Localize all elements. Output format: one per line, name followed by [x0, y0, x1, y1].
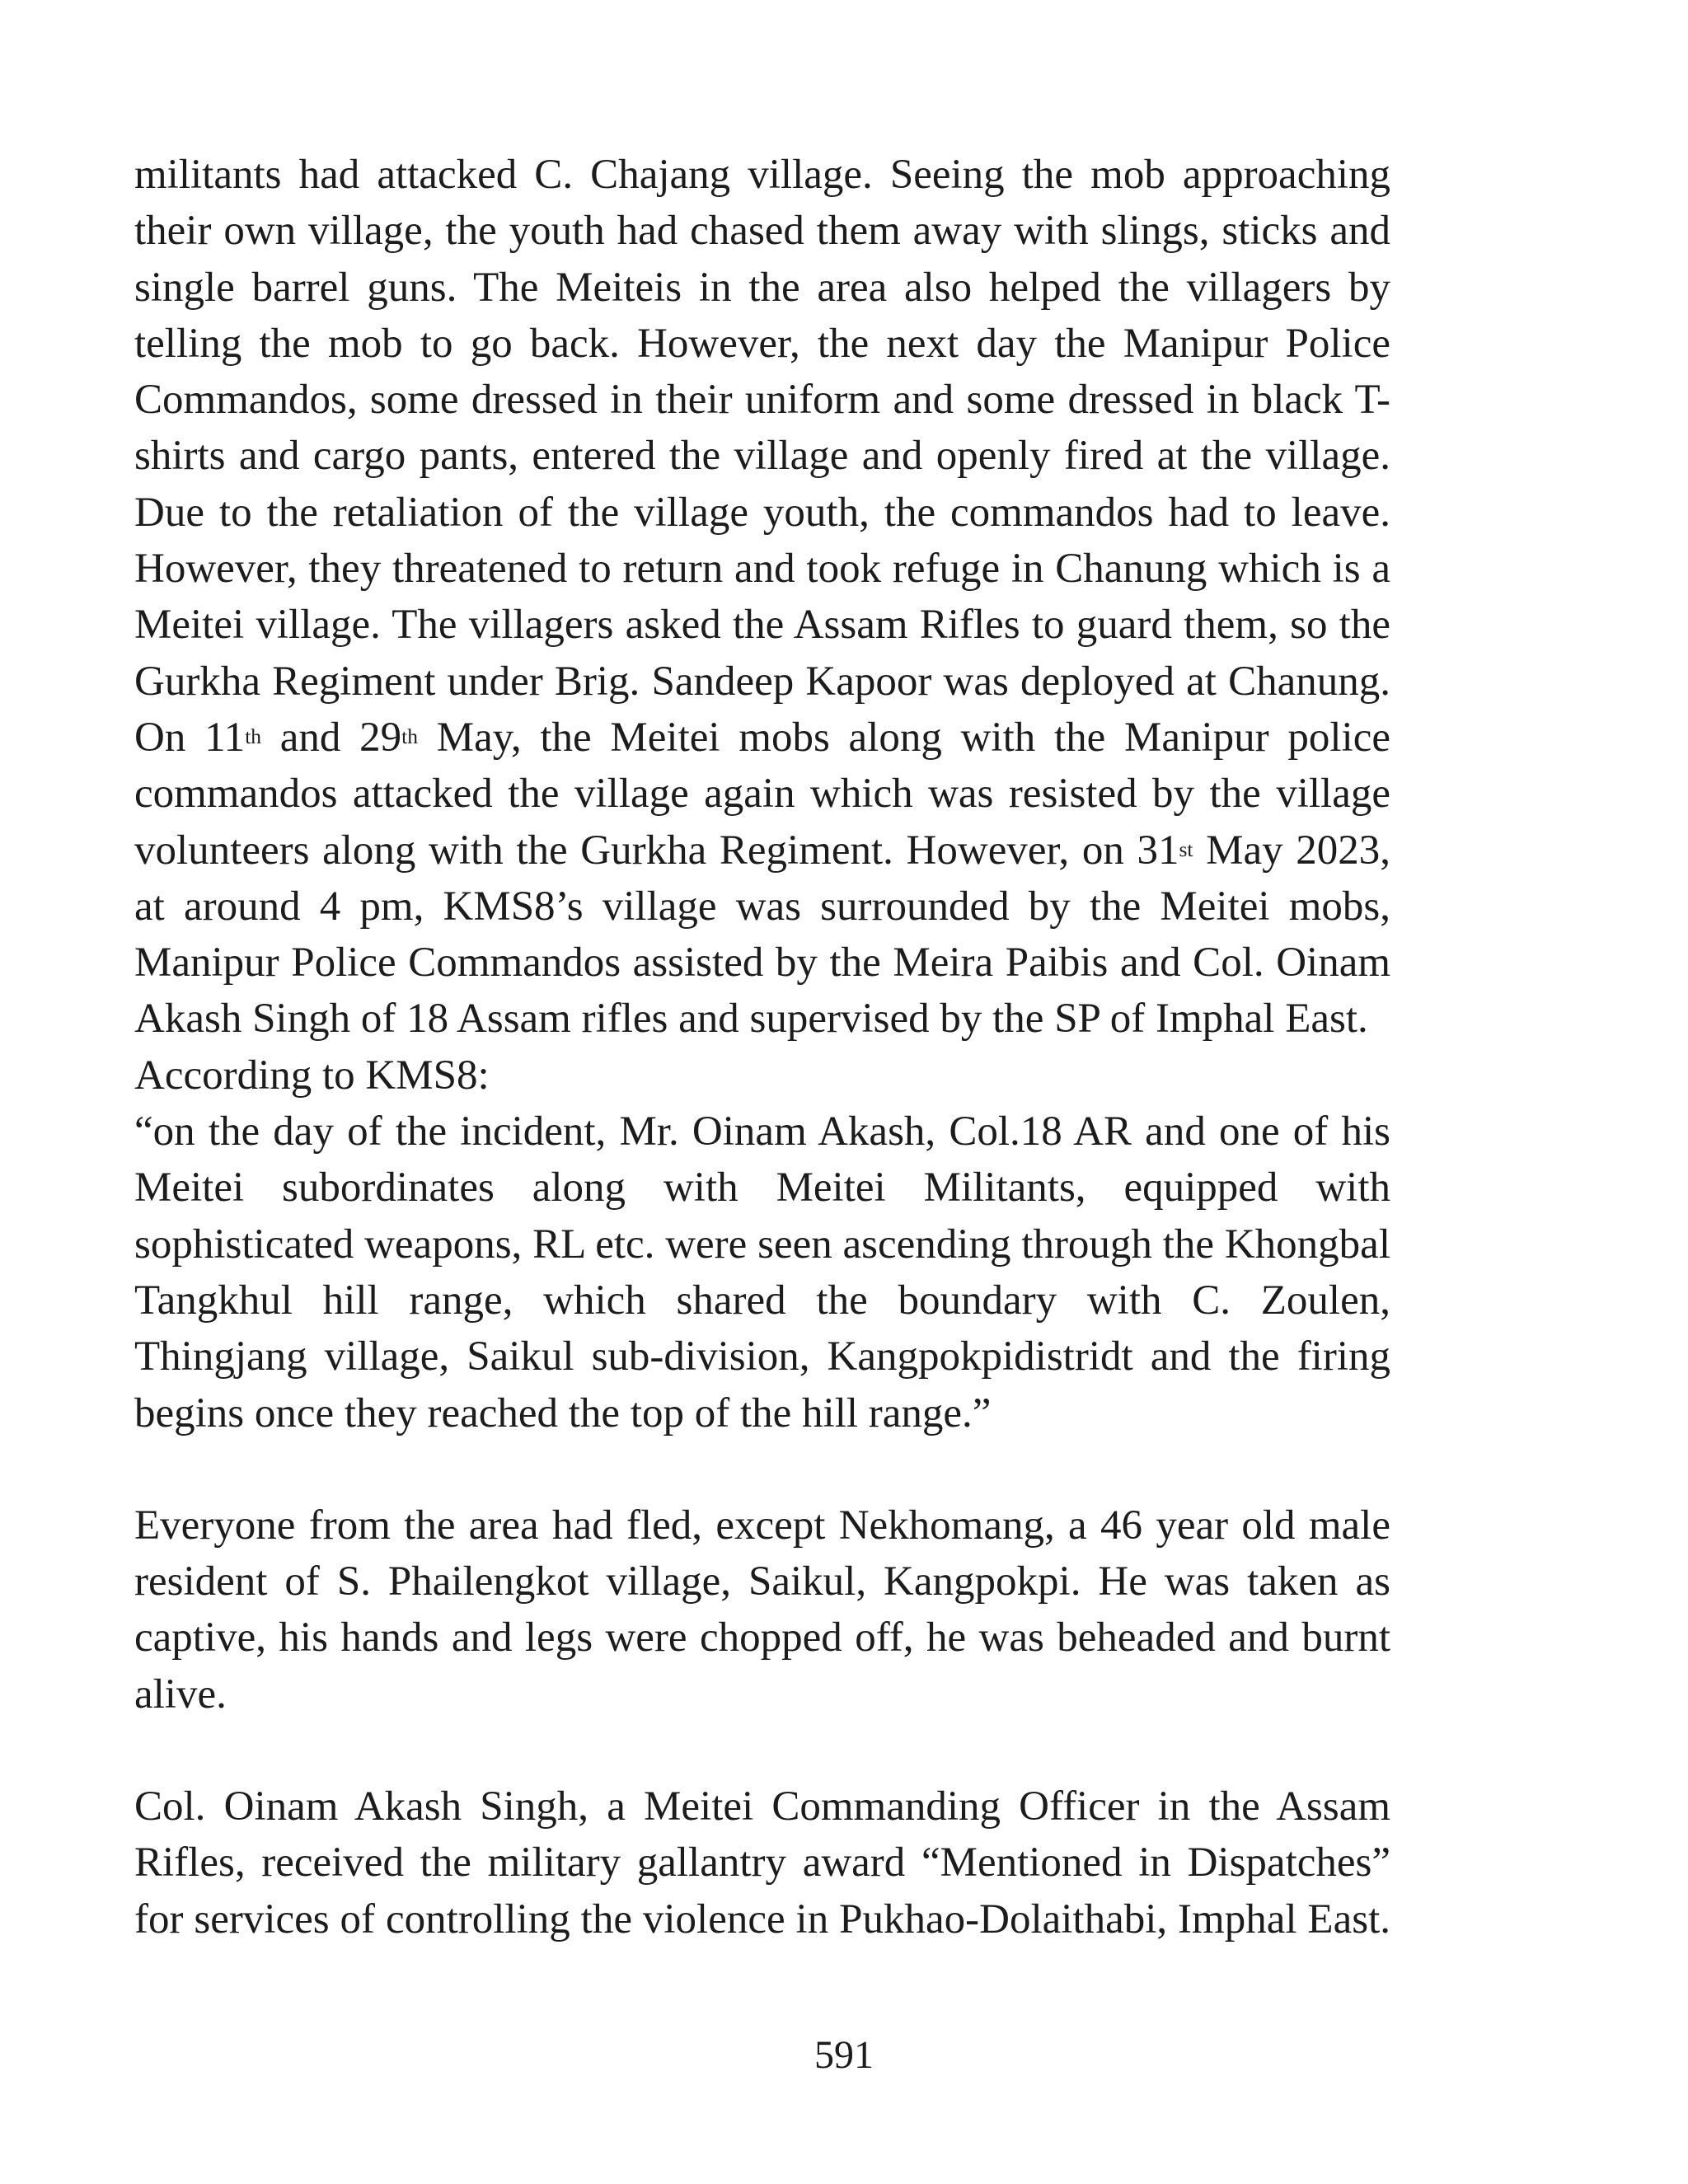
page-number: 591 — [814, 2033, 874, 2077]
paragraph-2: Everyone from the area had fled, except Nekhomang, a 46 year old male resident of S. Phailengkot village, Saikul, Kangpokpi. He was taken as captive, his hands and legs were chopped off, he was beheaded and burnt alive. — [134, 1502, 1390, 1718]
block-quote: “on the day of the incident, Mr. Oinam Akash, Col.18 AR and one of his Meitei subordinates along with Meitei Militants, equipped with sophisticated weapons, RL etc. were seen ascending through the Khongbal Tangkhul hill range, which shared the boundary with C. Zoulen, Thingjang village, Saikul sub-division, Kangpokpidistridt and the firing begins once they reached the top of the hill range.” — [134, 1108, 1390, 1436]
paragraph-1 — [134, 147, 1390, 1047]
paragraph-1-text-b: and 29 — [261, 714, 402, 761]
paragraph-1-text-d: May 2023, at around 4 pm, KMS8’s village was surrounded by the Meitei mobs, Manipur Police Commandos assisted by the Meira Paibis and Col. Oinam Akash Singh of 18 Assam rifles and supervised by the SP of Imphal East. — [134, 827, 1390, 1043]
page-body — [134, 147, 1390, 1947]
paragraph-1-text-a: militants had attacked C. Chajang village. Seeing the mob approaching their own village, the youth had chased them away with slings, sticks and single barrel guns. The Meiteis in the area also helped the villagers by telling the mob to go back. However, the next day the Manipur Police Commandos, some dressed in their uniform and some dressed in black T-shirts and cargo pants, entered the village and openly fired at the village. Due to the retaliation of the village youth, the commandos had to leave. However, they threatened to return and took refuge in Chanung which is a Meitei village. The villagers asked the Assam Rifles to guard them, so the Gurkha Regiment under Brig. Sandeep Kapoor was deployed at Chanung. On 11 — [134, 152, 1390, 761]
quote-intro: According to KMS8: — [134, 1052, 490, 1099]
paragraph-1-text-c: May, the Meitei mobs along with the Manipur police commandos attacked the village again which was resisted by the village volunteers along with the Gurkha Regiment. However, on 31 — [134, 714, 1390, 874]
ordinal-suffix-11th: th — [245, 724, 262, 749]
paragraph-3: Col. Oinam Akash Singh, a Meitei Commanding Officer in the Assam Rifles, received the military gallantry award “Mentioned in Dispatches” for services of controlling the violence in Pukhao-Dolaithabi, Imphal East. — [134, 1783, 1390, 1943]
ordinal-suffix-31st: st — [1179, 837, 1193, 861]
ordinal-suffix-29th: th — [401, 724, 418, 749]
